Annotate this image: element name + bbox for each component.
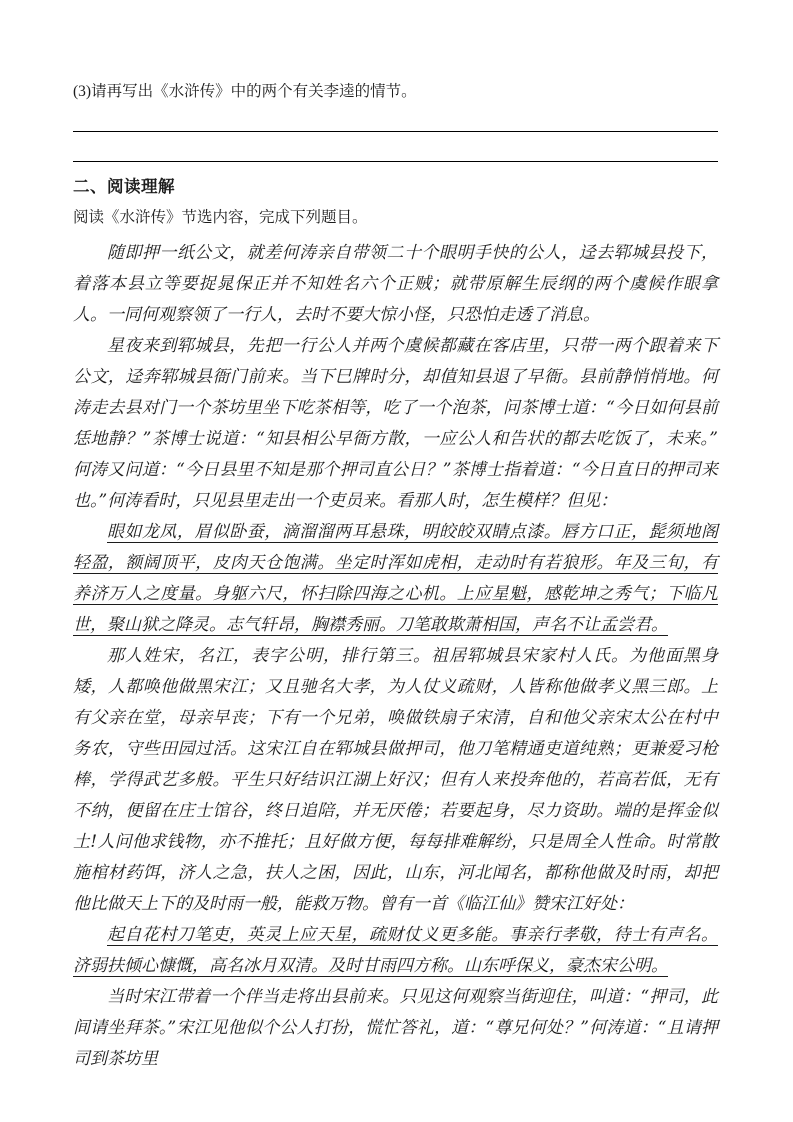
passage-paragraph: 眼如龙凤，眉似卧蚕，滴溜溜两耳悬珠，明皎皎双睛点漆。唇方口正，髭须地阁轻盈，额阔顶平，皮肉天仓饱满。坐定时浑如虎相，走动时有若狼形。年及三旬，有养济万人之度量。身躯六尺，怀扫除四海之心机。上应星魁，感乾坤之秀气；下临凡世，聚山狱之降灵。志气轩昂，胸襟秀丽。刀笔敢欺萧相国，声名不让孟尝君。 <box>73 522 718 635</box>
answer-blanks <box>73 102 718 162</box>
question-item-3: (3)请再写出《水浒传》中的两个有关李逵的情节。 <box>73 83 417 100</box>
passage <box>73 238 718 1075</box>
answer-blank-line <box>73 102 718 132</box>
passage-paragraph: 当时宋江带着一个伴当走将出县前来。只见这何观察当街迎住，叫道：“押司，此间请坐拜茶。”宋江见他似个公人打扮，慌忙答礼，道：“尊兄何处？”何涛道：“且请押司到茶坊里 <box>73 987 718 1069</box>
answer-blank-line <box>73 132 718 162</box>
passage-instruction: 阅读《水浒传》节选内容，完成下列题目。 <box>73 209 368 226</box>
section-heading: 二、阅读理解 <box>73 178 175 196</box>
passage-paragraph: 起自花村刀笔吏，英灵上应天星，疏财仗义更多能。事亲行孝敬，待士有声名。济弱扶倾心慷慨，高名冰月双清。及时甘雨四方称。山东呼保义，豪杰宋公明。 <box>73 925 718 976</box>
passage-paragraph: 星夜来到郓城县，先把一行公人并两个虞候都藏在客店里，只带一两个跟着来下公文，迳奔郓城县衙门前来。当下巳牌时分，却值知县退了早衙。县前静悄悄地。何涛走去县对门一个茶坊里坐下吃茶相等，吃了一个泡茶，问茶博士道：“今日如何县前恁地静？”茶博士说道：“知县相公早衙方散，一应公人和告状的都去吃饭了，未来。”何涛又问道：“今日县里不知是那个押司直公日？”茶博士指着道：“今日直日的押司来也。”何涛看时，只见县里走出一个吏员来。看那人时，怎生模样？但见： <box>73 336 718 511</box>
passage-paragraph: 随即押一纸公文，就差何涛亲自带领二十个眼明手快的公人，迳去郓城县投下，着落本县立等要捉晁保正并不知姓名六个正贼；就带原解生辰纲的两个虞候作眼拿人。一同何观察领了一行人，去时不要大惊小怪，只恐怕走透了消息。 <box>73 243 718 325</box>
passage-paragraph: 那人姓宋，名江，表字公明，排行第三。祖居郓城县宋家村人氏。为他面黑身矮，人都唤他做黑宋江；又且驰名大孝，为人仗义疏财，人皆称他做孝义黑三郎。上有父亲在堂，母亲早丧；下有一个兄弟，唤做铁扇子宋清，自和他父亲宋太公在村中务农，守些田园过活。这宋江自在郓城县做押司，他刀笔精通吏道纯熟；更兼爱习枪棒，学得武艺多般。平生只好结识江湖上好汉；但有人来投奔他的，若高若低，无有不纳，便留在庄士馆谷，终日追陪，并无厌倦；若要起身，尽力资助。端的是挥金似土!人问他求钱物，亦不推托；且好做方便，每每排难解纷，只是周全人性命。时常散施棺材药饵，济人之急，扶人之困，因此，山东，河北闻名，都称他做及时雨，却把他比做天上下的及时雨一般，能救万物。曾有一首《临江仙》赞宋江好处： <box>73 646 718 914</box>
